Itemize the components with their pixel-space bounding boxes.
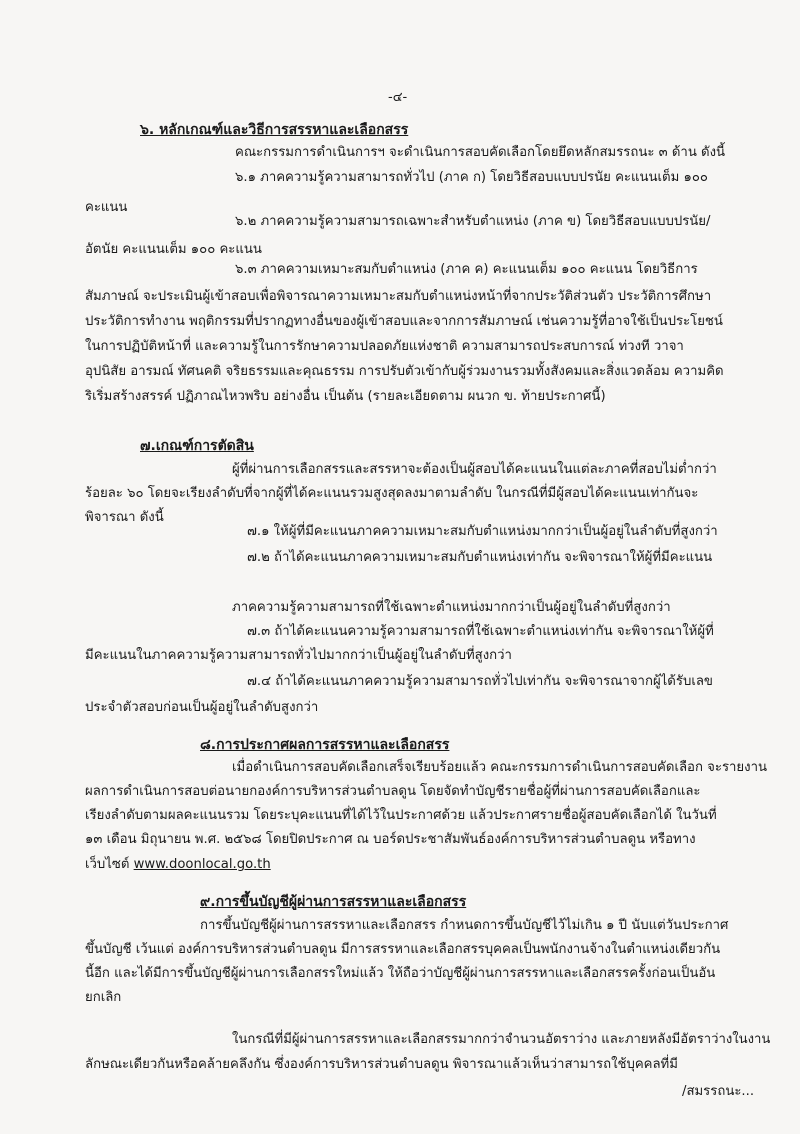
website-link[interactable]: www.doonlocal.go.th — [133, 857, 271, 872]
s6-intro: คณะกรรมการดำเนินการฯ จะดำเนินการสอบคัดเลือกโดยยึดหลักสมรรถนะ ๓ ด้าน ดังนี้ — [235, 145, 726, 160]
s6-item-2-line-1: ๖.๒ ภาคความรู้ความสามารถเฉพาะสำหรับตำแหน่ง (ภาค ข) โดยวิธีสอบแบบปรนัย/ — [235, 214, 711, 229]
s6-item-3-line-6: ริเริ่มสร้างสรรค์ ปฏิภาณไหวพริบ อย่างอื่น เป็นต้น (รายละเอียดตาม ผนวก ข. ท้ายประกาศนี้) — [85, 389, 606, 404]
s9-line-5: ในกรณีที่มีผู้ผ่านการสรรหาและเลือกสรรมากกว่าจำนวนอัตราว่าง และภายหลังมีอัตราว่างในงาน — [232, 1032, 771, 1047]
s7-item-2-line-1: ๗.๒ ถ้าได้คะแนนภาคความเหมาะสมกับตำแหน่งเท่ากัน จะพิจารณาให้ผู้ที่มีคะแนน — [247, 550, 713, 565]
s9-line-1: การขึ้นบัญชีผู้ผ่านการสรรหาและเลือกสรร กำหนดการขึ้นบัญชีไว้ไม่เกิน ๑ ปี นับแต่วันประกาศ — [200, 918, 729, 933]
section-7-heading: ๗.เกณฑ์การตัดสิน — [140, 438, 254, 454]
s6-item-1-line-1: ๖.๑ ภาคความรู้ความสามารถทั่วไป (ภาค ก) โดยวิธีสอบแบบปรนัย คะแนนเต็ม ๑๐๐ — [235, 170, 708, 185]
page-number: -๔- — [388, 90, 408, 105]
s8-line-3: เรียงลำดับตามผลคะแนนรวม โดยระบุคะแนนที่ได้ไว้ในประกาศด้วย แล้วประกาศรายชื่อผู้สอบคัดเลือกได้ ในวันที่ — [85, 808, 717, 823]
s7-intro-line-2: ร้อยละ ๖๐ โดยจะเรียงลำดับที่จากผู้ที่ได้คะแนนรวมสูงสุดลงมาตามลำดับ ในกรณีที่มีผู้สอบได้คะแนนเท่ากันจะ — [85, 486, 699, 501]
s7-item-3-line-1: ๗.๓ ถ้าได้คะแนนความรู้ความสามารถที่ใช้เฉพาะตำแหน่งเท่ากัน จะพิจารณาให้ผู้ที่ — [247, 624, 714, 639]
s7-item-1: ๗.๑ ให้ผู้ที่มีคะแนนภาคความเหมาะสมกับตำแหน่งมากกว่าเป็นผู้อยู่ในลำดับที่สูงกว่า — [247, 524, 718, 539]
s9-line-2: ขึ้นบัญชี เว้นแต่ องค์การบริหารส่วนตำบลดูน มีการสรรหาและเลือกสรรบุคคลเป็นพนักงานจ้างในตำแหน่งเดียวกัน — [85, 942, 721, 957]
s8-line-4: ๑๓ เดือน มิถุนายน พ.ศ. ๒๕๖๘ โดยปิดประกาศ ณ บอร์ดประชาสัมพันธ์องค์การบริหารส่วนตำบลดูน หรือทาง — [85, 832, 696, 847]
s7-intro-line-3: พิจารณา ดังนี้ — [85, 510, 164, 525]
s7-item-4-line-2: ประจำตัวสอบก่อนเป็นผู้อยู่ในลำดับสูงกว่า — [85, 700, 319, 715]
s7-item-4-line-1: ๗.๔ ถ้าได้คะแนนภาคความรู้ความสามารถทั่วไปเท่ากัน จะพิจารณาจากผู้ได้รับเลข — [247, 674, 713, 689]
continuation-note: /สมรรถนะ... — [682, 1084, 755, 1099]
s6-item-1-line-2: คะแนน — [85, 200, 128, 215]
s9-line-3: นี้อีก และได้มีการขึ้นบัญชีผู้ผ่านการเลือกสรรใหม่แล้ว ให้ถือว่าบัญชีผู้ผ่านการสรรหาและเลือกสรรครั้งก่อนเป็นอัน — [85, 966, 716, 981]
s9-line-6: ลักษณะเดียวกันหรือคล้ายคลึงกัน ซึ่งองค์การบริหารส่วนตำบลดูน พิจารณาแล้วเห็นว่าสามารถใช้บุคคลที่มี — [85, 1057, 678, 1072]
s8-line-1: เมื่อดำเนินการสอบคัดเลือกเสร็จเรียบร้อยแล้ว คณะกรรมการดำเนินการสอบคัดเลือก จะรายงาน — [232, 760, 768, 775]
s7-intro-line-1: ผู้ที่ผ่านการเลือกสรรและสรรหาจะต้องเป็นผู้สอบได้คะแนนในแต่ละภาคที่สอบไม่ต่ำกว่า — [232, 462, 717, 477]
s8-website-prefix: เว็บไซต์ — [85, 857, 134, 872]
section-9-heading: ๙.การขึ้นบัญชีผู้ผ่านการสรรหาและเลือกสรร — [200, 894, 467, 910]
s7-item-2-line-2: ภาคความรู้ความสามารถที่ใช้เฉพาะตำแหน่งมากกว่าเป็นผู้อยู่ในลำดับที่สูงกว่า — [232, 600, 671, 615]
s6-item-2-line-2: อัตนัย คะแนนเต็ม ๑๐๐ คะแนน — [85, 242, 262, 257]
s6-item-3-line-2: สัมภาษณ์ จะประเมินผู้เข้าสอบเพื่อพิจารณาความเหมาะสมกับตำแหน่งหน้าที่จากประวัติส่วนตัว ประวัติการศึกษา — [85, 289, 712, 304]
s6-item-3-line-5: อุปนิสัย อารมณ์ ทัศนคติ จริยธรรมและคุณธรรม การปรับตัวเข้ากับผู้ร่วมงานรวมทั้งสังคมและสิ่งแวดล้อม ความคิด — [85, 364, 724, 379]
section-8-heading: ๘.การประกาศผลการสรรหาและเลือกสรร — [200, 737, 450, 753]
s6-item-3-line-1: ๖.๓ ภาคความเหมาะสมกับตำแหน่ง (ภาค ค) คะแนนเต็ม ๑๐๐ คะแนน โดยวิธีการ — [235, 262, 698, 277]
s6-item-3-line-4: ในการปฏิบัติหน้าที่ และความรู้ในการรักษาความปลอดภัยแห่งชาติ ความสามารถประสบการณ์ ท่วงที วาจา — [85, 339, 684, 354]
s8-line-5 — [85, 855, 271, 875]
s7-item-3-line-2: มีคะแนนในภาคความรู้ความสามารถทั่วไปมากกว่าเป็นผู้อยู่ในลำดับที่สูงกว่า — [85, 648, 512, 663]
section-6-heading: ๖. หลักเกณฑ์และวิธีการสรรหาและเลือกสรร — [140, 122, 409, 138]
s6-item-3-line-3: ประวัติการทำงาน พฤติกรรมที่ปรากฏทางอื่นของผู้เข้าสอบและจากการสัมภาษณ์ เช่นความรู้ที่อาจใช้เป็นประโยชน์ — [85, 314, 723, 329]
s9-line-4: ยกเลิก — [85, 990, 122, 1005]
s8-line-2: ผลการดำเนินการสอบต่อนายกองค์การบริหารส่วนตำบลดูน โดยจัดทำบัญชีรายชื่อผู้ที่ผ่านการสอบคัดเลือกและ — [85, 784, 701, 799]
